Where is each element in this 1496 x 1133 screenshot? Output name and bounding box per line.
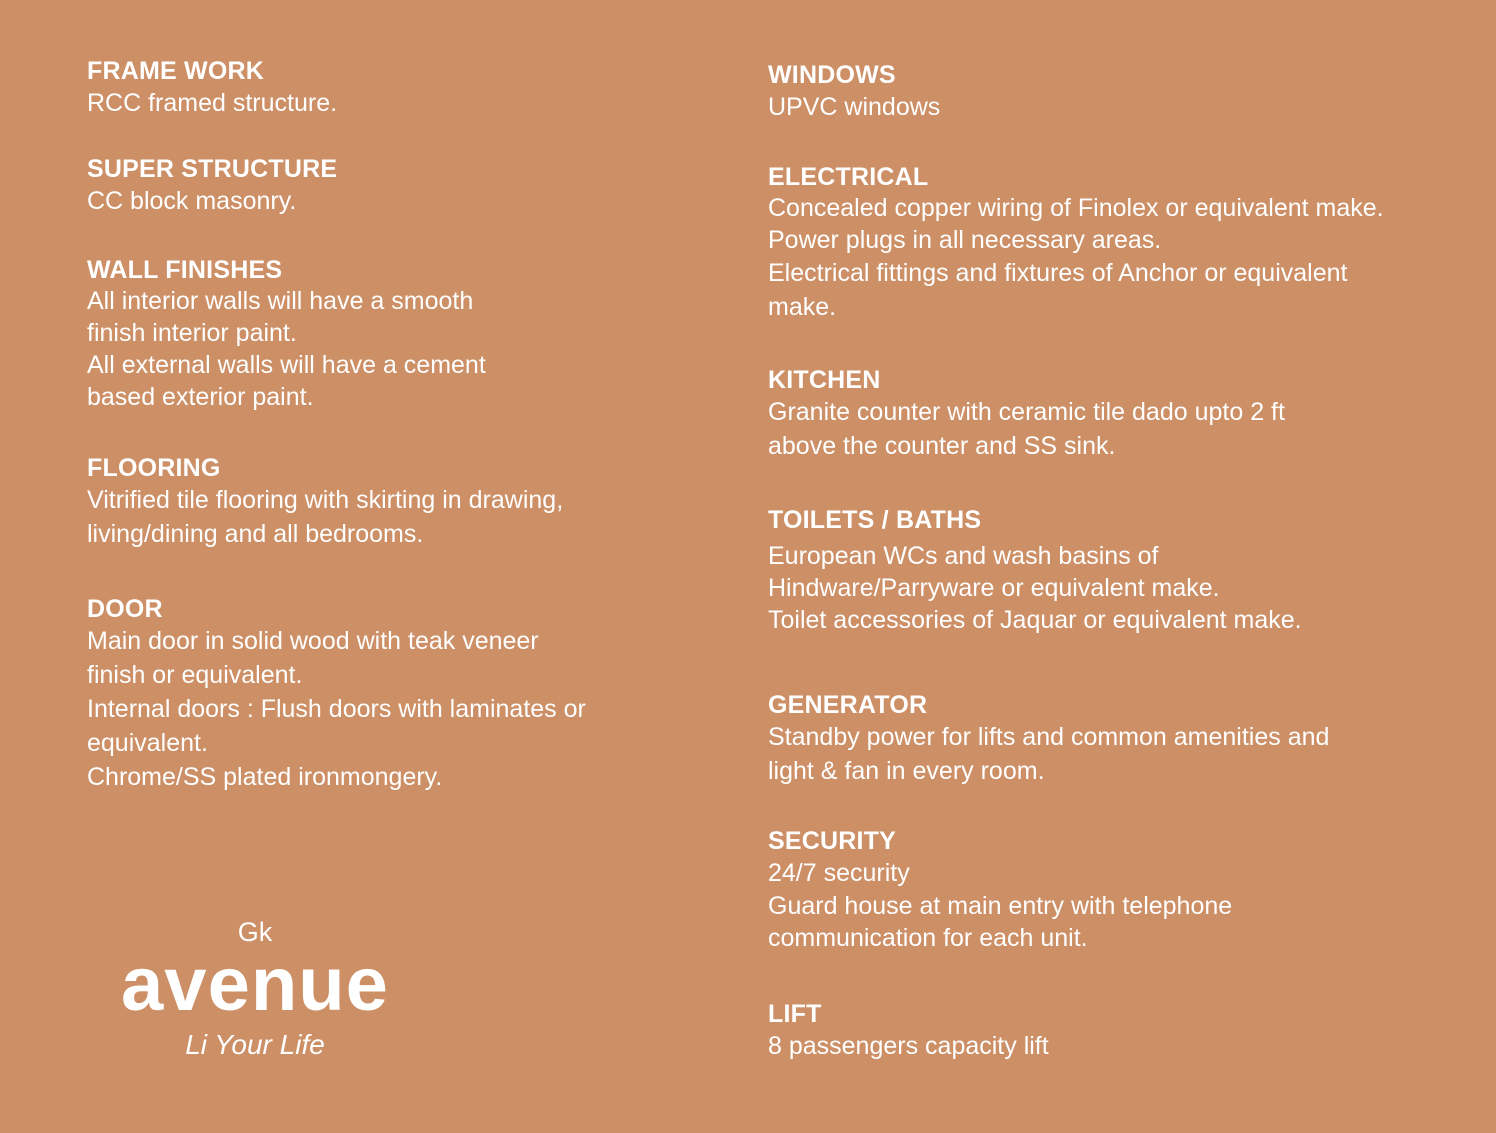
section-heading: ELECTRICAL [768,163,929,191]
section-line: 24/7 security [768,859,910,887]
section-line: Hindware/Parryware or equivalent make. [768,574,1220,602]
section-line: above the counter and SS sink. [768,432,1116,460]
section-line: Internal doors : Flush doors with laminates or [87,695,586,723]
section-line: equivalent. [87,729,208,757]
section-line: make. [768,293,837,321]
section-line: RCC framed structure. [87,89,338,117]
brand-name: avenue [121,942,389,1027]
section-heading: WINDOWS [768,61,896,89]
section-electrical [768,162,1483,324]
section-flooring [87,453,707,551]
section-heading: FLOORING [87,454,221,482]
section-generator [768,690,1483,788]
section-security [768,826,1483,954]
section-heading: GENERATOR [768,691,928,719]
section-line: All interior walls will have a smooth [87,287,474,315]
section-line: Standby power for lifts and common amenities and [768,723,1330,751]
section-line: Concealed copper wiring of Finolex or equivalent make. [768,194,1384,222]
section-line: finish or equivalent. [87,661,303,689]
section-line: CC block masonry. [87,187,297,215]
brand-tagline: Li Your Life [185,1029,325,1060]
section-kitchen [768,365,1483,463]
section-line: All external walls will have a cement [87,351,486,379]
section-line: living/dining and all bedrooms. [87,520,424,548]
section-lift [768,999,1483,1063]
section-heading: WALL FINISHES [87,256,283,284]
section-heading: KITCHEN [768,366,881,394]
section-windows [768,60,1483,124]
section-heading: FRAME WORK [87,57,264,85]
section-line: 8 passengers capacity lift [768,1032,1049,1060]
section-line: Chrome/SS plated ironmongery. [87,763,443,791]
brand-logo [100,915,410,1065]
section-line: Vitrified tile flooring with skirting in drawing, [87,486,564,514]
section-door [87,594,707,794]
section-line: light & fan in every room. [768,757,1045,785]
brand-prefix: Gk [237,917,273,947]
section-heading: DOOR [87,595,163,623]
section-line: finish interior paint. [87,319,297,347]
section-line: Granite counter with ceramic tile dado upto 2 ft [768,398,1285,426]
section-line: Power plugs in all necessary areas. [768,226,1162,254]
section-heading: TOILETS / BATHS [768,506,982,534]
section-line: Electrical fittings and fixtures of Anchor or equivalent [768,259,1348,287]
section-super-structure [87,154,707,218]
section-line: European WCs and wash basins of [768,542,1159,570]
section-line: Guard house at main entry with telephone [768,892,1233,920]
section-line: UPVC windows [768,93,941,121]
section-line: communication for each unit. [768,924,1088,952]
section-heading: LIFT [768,1000,822,1028]
section-wall-finishes [87,255,707,413]
section-line: Toilet accessories of Jaquar or equivalent make. [768,606,1302,634]
section-heading: SECURITY [768,827,897,855]
section-line: based exterior paint. [87,383,314,411]
section-heading: SUPER STRUCTURE [87,155,338,183]
section-frame-work [87,56,707,120]
section-toilets-baths [768,505,1483,636]
section-line: Main door in solid wood with teak veneer [87,627,539,655]
